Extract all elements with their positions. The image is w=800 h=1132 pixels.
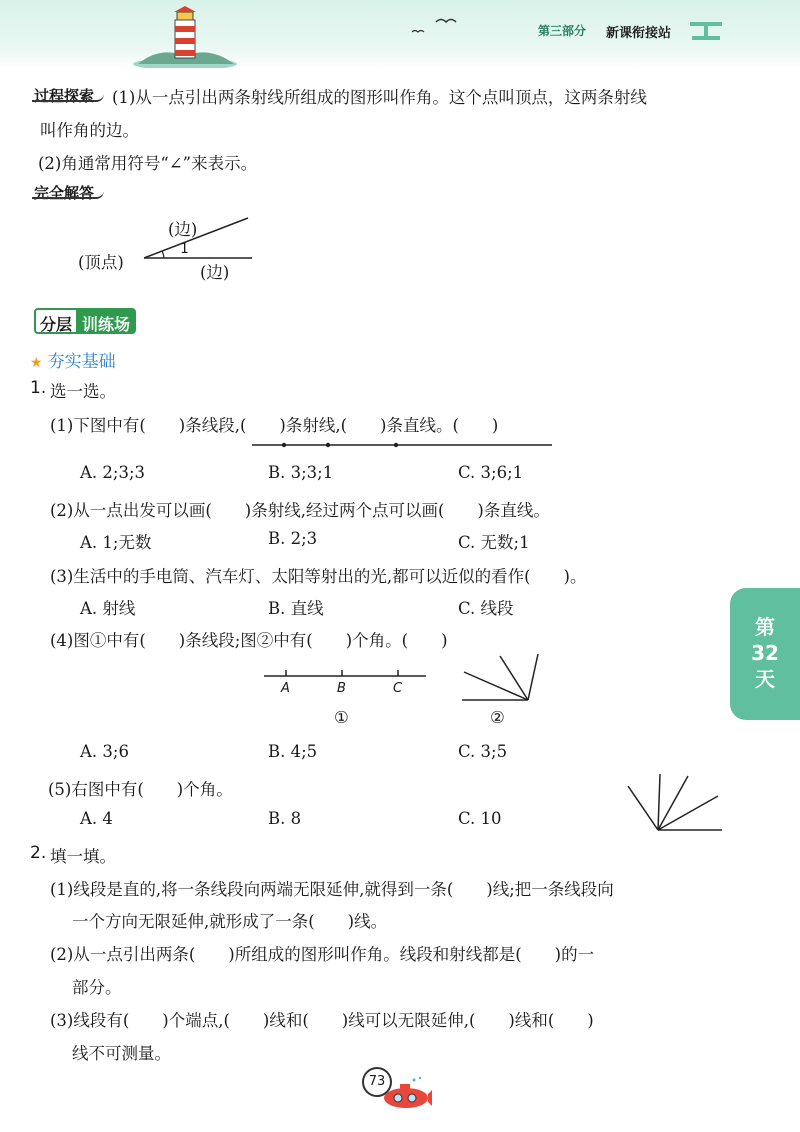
q1-p1-option-b: B. 3;3;1: [268, 463, 334, 482]
q1-p4-option-c: C. 3;5: [458, 742, 508, 761]
q1-p3-option-b: B. 直线: [268, 599, 324, 618]
answer-tag: 完全解答: [34, 184, 95, 202]
q1-p3-option-a: A. 射线: [80, 599, 136, 618]
q1-p2-option-a: A. 1;无数: [80, 533, 152, 552]
side-tab-char-2: 32: [751, 641, 779, 665]
q1-p4-point-b: B: [337, 681, 346, 696]
page-number: 73: [362, 1067, 392, 1097]
q1-p2-stem: (2)从一点出发可以画( )条射线,经过两个点可以画( )条直线。: [50, 501, 550, 520]
header-band: [0, 0, 800, 70]
q2-p2-line-2: 部分。: [72, 978, 122, 997]
q2-number: 2.: [30, 843, 47, 863]
q1-p2-option-c: C. 无数;1: [458, 533, 530, 552]
q1-p4-figure-2-angles: [458, 652, 540, 704]
side-tab-char-3: 天: [755, 667, 775, 691]
q1-p3-stem: (3)生活中的手电筒、汽车灯、太阳等射出的光,都可以近似的看作( )。: [50, 567, 587, 586]
q1-p1-option-c: C. 3;6;1: [458, 463, 524, 482]
angle-side-bottom: (边): [200, 263, 230, 282]
q1-p5-option-c: C. 10: [458, 809, 502, 828]
submarine-icon: [376, 1076, 432, 1112]
q1-p5-option-b: B. 8: [268, 809, 302, 828]
book-logo-icon: [686, 16, 726, 46]
q2-p1-line-1: (1)线段是直的,将一条线段向两端无限延伸,就得到一条( )线;把一条线段向: [50, 880, 614, 899]
q1-p4-figure-2-label: ②: [490, 708, 505, 727]
q1-p5-option-a: A. 4: [80, 809, 113, 828]
angle-vertex-label: (顶点): [78, 253, 124, 272]
level-title: 夯实基础: [47, 352, 116, 372]
bird-icon: [410, 14, 460, 38]
q2-title: 填一填。: [50, 847, 116, 866]
angle-side-top: (边): [168, 220, 198, 239]
practice-badge-left: 分层: [34, 308, 76, 334]
q2-p3-line-2: 线不可测量。: [72, 1044, 171, 1063]
q1-p2-option-b: B. 2;3: [268, 529, 318, 548]
q1-p4-point-a: A: [281, 681, 290, 696]
angle-mark: 1: [180, 241, 189, 257]
practice-badge: [34, 308, 136, 334]
q2-p3-line-1: (3)线段有( )个端点,( )线和( )线可以无限延伸,( )线和( ): [50, 1011, 594, 1030]
q1-p4-stem: (4)图①中有( )条线段;图②中有( )个角。( ): [50, 631, 448, 650]
q1-p5-stem: (5)右图中有( )个角。: [48, 780, 233, 799]
q1-number: 1.: [30, 378, 47, 398]
explore-tag-underline: [32, 90, 104, 102]
lighthouse-illustration: [130, 6, 240, 68]
answer-tag-underline: [32, 187, 104, 199]
q2-p2-line-1: (2)从一点引出两条( )所组成的图形叫作角。线段和射线都是( )的一: [50, 945, 595, 964]
q1-title: 选一选。: [50, 382, 116, 401]
series-title: 新课衔接站: [606, 26, 672, 41]
q1-p4-option-b: B. 4;5: [268, 742, 318, 761]
side-tab-char-1: 第: [755, 615, 775, 639]
practice-badge-right: 训练场: [76, 308, 136, 334]
q1-p4-figure-1-line: [262, 666, 428, 682]
q1-p1-stem: (1)下图中有( )条线段,( )条射线,( )条直线。( ): [50, 416, 499, 435]
q1-p1-option-a: A. 2;3;3: [80, 463, 146, 482]
star-icon: ★: [30, 355, 43, 371]
q1-p4-point-c: C: [393, 681, 403, 696]
day-side-tab: [730, 588, 800, 720]
part-label: 第三部分: [538, 24, 587, 38]
q1-p3-option-c: C. 线段: [458, 599, 514, 618]
explore-tag: 过程探索: [34, 87, 95, 105]
level-heading: [30, 347, 116, 372]
q1-p4-option-a: A. 3;6: [80, 742, 129, 761]
q1-p4-figure-1-label: ①: [334, 708, 349, 727]
q2-p1-line-2: 一个方向无限延伸,就形成了一条( )线。: [72, 912, 388, 931]
explore-line-2: 叫作角的边。: [40, 121, 139, 140]
q1-p5-ray-figure: [626, 772, 726, 834]
explore-line-1: (1)从一点引出两条射线所组成的图形叫作角。这个点叫顶点，这两条射线: [112, 88, 647, 107]
explore-line-3: (2)角通常用符号“∠”来表示。: [38, 154, 258, 173]
q1-p1-line-figure: [250, 438, 554, 452]
